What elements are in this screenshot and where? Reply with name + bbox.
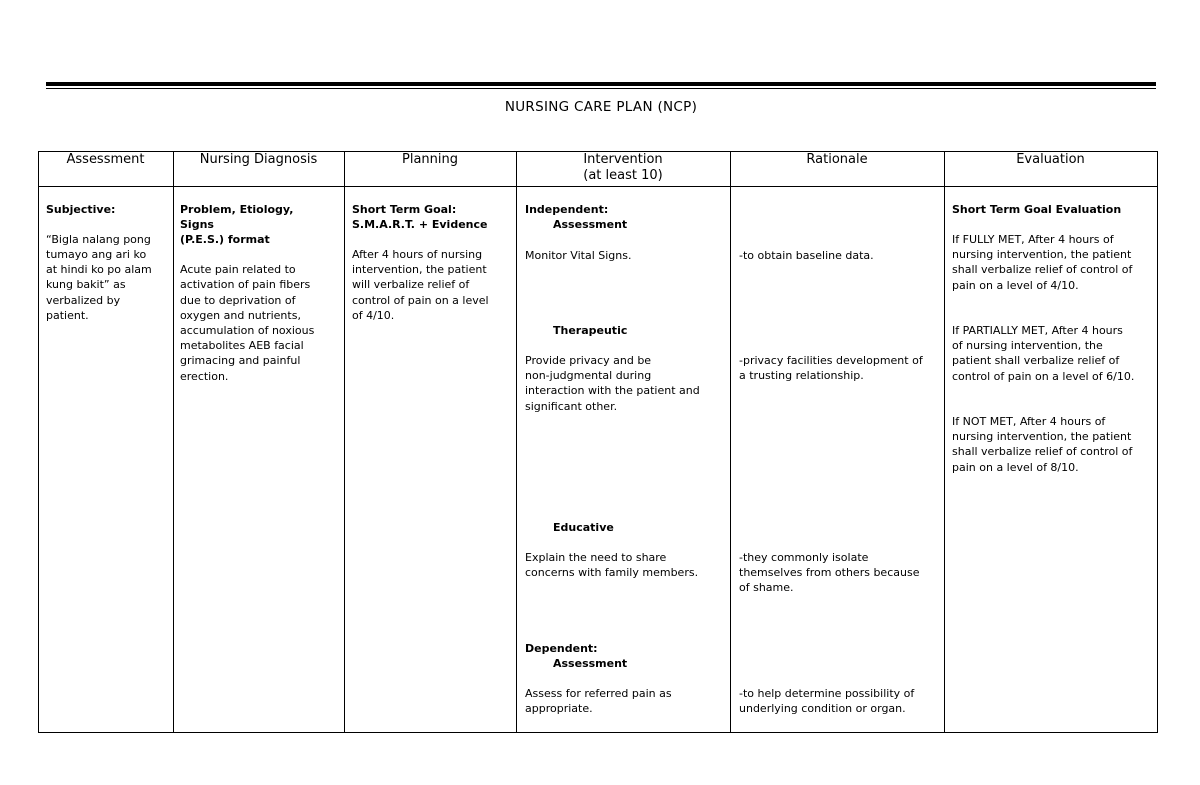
diagnosis-line: oxygen and nutrients, xyxy=(180,308,301,322)
assessment-line: verbalized by xyxy=(46,293,121,307)
planning-line: will verbalize relief of xyxy=(352,278,470,292)
header-nursing-diagnosis: Nursing Diagnosis xyxy=(199,152,318,167)
evaluation-line: If FULLY MET, After 4 hours of xyxy=(952,233,1114,246)
dependent-block xyxy=(525,641,730,671)
intervention-line: appropriate. xyxy=(525,702,593,716)
evaluation-line: shall verbalize relief of control of xyxy=(952,445,1133,459)
title-rule-thin xyxy=(46,88,1156,89)
planning-line: After 4 hours of nursing xyxy=(352,247,483,261)
intervention-line: significant other. xyxy=(525,399,618,413)
header-assessment: Assessment xyxy=(66,152,145,167)
diagnosis-cell xyxy=(180,202,342,384)
evaluation-fully-met xyxy=(952,232,1156,293)
evaluation-line: nursing intervention, the patient xyxy=(952,248,1132,262)
independent-label: Independent: xyxy=(525,203,609,216)
evaluation-heading-block xyxy=(952,202,1156,217)
intervention-item xyxy=(525,248,730,263)
assessment-line: kung bakit” as xyxy=(46,278,126,292)
planning-line: of 4/10. xyxy=(352,308,395,322)
educative-label xyxy=(525,520,730,535)
rationale-line: underlying condition or organ. xyxy=(739,702,906,716)
diagnosis-line: grimacing and painful xyxy=(180,354,301,368)
independent-block xyxy=(525,202,730,232)
intervention-line: Explain the need to share xyxy=(525,551,667,564)
column-border xyxy=(1157,151,1158,733)
evaluation-line: of nursing intervention, the xyxy=(952,339,1103,353)
intervention-cell xyxy=(525,202,730,732)
header-divider xyxy=(38,186,1158,187)
rationale-line: of shame. xyxy=(739,581,794,595)
pes-heading: (P.E.S.) format xyxy=(180,233,270,247)
intervention-line: Provide privacy and be xyxy=(525,354,652,367)
rationale-line: -to obtain baseline data. xyxy=(739,249,874,262)
assessment-line: patient. xyxy=(46,308,89,322)
column-border xyxy=(944,151,945,733)
rationale-item xyxy=(739,248,944,263)
evaluation-line: If NOT MET, After 4 hours of xyxy=(952,415,1106,428)
assessment-line: at hindi ko po alam xyxy=(46,263,152,277)
educative-label-text: Educative xyxy=(553,521,614,534)
evaluation-cell xyxy=(952,202,1156,502)
diagnosis-line: metabolites AEB facial xyxy=(180,339,304,353)
rationale-line: -privacy facilities development of xyxy=(739,354,923,367)
assessment-cell xyxy=(46,202,174,323)
rationale-line: -they commonly isolate xyxy=(739,551,869,564)
assessment-line: tumayo ang ari ko xyxy=(46,247,147,261)
column-border xyxy=(38,151,39,733)
column-border xyxy=(344,151,345,733)
intervention-line: concerns with family members. xyxy=(525,566,699,580)
header-evaluation: Evaluation xyxy=(1016,152,1085,167)
title-rule-thick xyxy=(46,82,1156,86)
rationale-line: -to help determine possibility of xyxy=(739,687,915,700)
planning-cell xyxy=(352,202,514,323)
dependent-label: Dependent: xyxy=(525,642,598,655)
rationale-line: a trusting relationship. xyxy=(739,369,864,383)
rationale-line: themselves from others because xyxy=(739,566,920,580)
assessment-line: “Bigla nalang pong xyxy=(46,232,151,246)
intervention-item xyxy=(525,686,730,716)
planning-line: intervention, the patient xyxy=(352,263,487,277)
table-bottom-border xyxy=(38,732,1158,733)
evaluation-line: pain on a level of 8/10. xyxy=(952,460,1079,474)
diagnosis-line: Acute pain related to xyxy=(180,263,296,277)
evaluation-not-met xyxy=(952,414,1156,475)
header-rationale: Rationale xyxy=(806,152,868,167)
diagnosis-line: accumulation of noxious xyxy=(180,323,315,337)
column-border xyxy=(516,151,517,733)
planning-line: control of pain on a level xyxy=(352,293,489,307)
rationale-item xyxy=(739,686,944,716)
pes-heading: Signs xyxy=(180,218,214,232)
evaluation-line: control of pain on a level of 6/10. xyxy=(952,369,1135,383)
header-planning: Planning xyxy=(402,152,458,167)
intervention-line: interaction with the patient and xyxy=(525,384,700,398)
evaluation-heading: Short Term Goal Evaluation xyxy=(952,203,1122,216)
column-border xyxy=(730,151,731,733)
evaluation-line: If PARTIALLY MET, After 4 hours xyxy=(952,324,1123,337)
diagnosis-line: activation of pain fibers xyxy=(180,278,311,292)
short-term-goal-heading: Short Term Goal: xyxy=(352,203,457,216)
subjective-label: Subjective: xyxy=(46,203,116,216)
pes-heading: Problem, Etiology, xyxy=(180,203,294,216)
therapeutic-label-text: Therapeutic xyxy=(553,324,628,337)
header-intervention-title: Intervention xyxy=(583,152,663,167)
intervention-line: Monitor Vital Signs. xyxy=(525,249,632,262)
smart-heading: S.M.A.R.T. + Evidence xyxy=(352,218,488,232)
diagnosis-line: due to deprivation of xyxy=(180,293,296,307)
therapeutic-label xyxy=(525,323,730,338)
dependent-assessment-label: Assessment xyxy=(553,657,628,671)
diagnosis-line: erection. xyxy=(180,369,229,383)
intervention-item xyxy=(525,550,730,580)
evaluation-line: patient shall verbalize relief of xyxy=(952,354,1120,368)
header-intervention-note: (at least 10) xyxy=(583,168,663,183)
evaluation-partially-met xyxy=(952,323,1156,384)
intervention-item xyxy=(525,353,730,414)
intervention-line: Assess for referred pain as xyxy=(525,687,672,700)
evaluation-line: pain on a level of 4/10. xyxy=(952,278,1079,292)
evaluation-line: shall verbalize relief of control of xyxy=(952,263,1133,277)
intervention-line: non-judgmental during xyxy=(525,369,652,383)
rationale-item xyxy=(739,550,944,596)
independent-assessment-label: Assessment xyxy=(553,218,628,232)
document-title: NURSING CARE PLAN (NCP) xyxy=(504,99,698,115)
rationale-item xyxy=(739,353,944,383)
evaluation-line: nursing intervention, the patient xyxy=(952,430,1132,444)
rationale-cell xyxy=(739,202,944,732)
header-intervention xyxy=(516,151,730,186)
